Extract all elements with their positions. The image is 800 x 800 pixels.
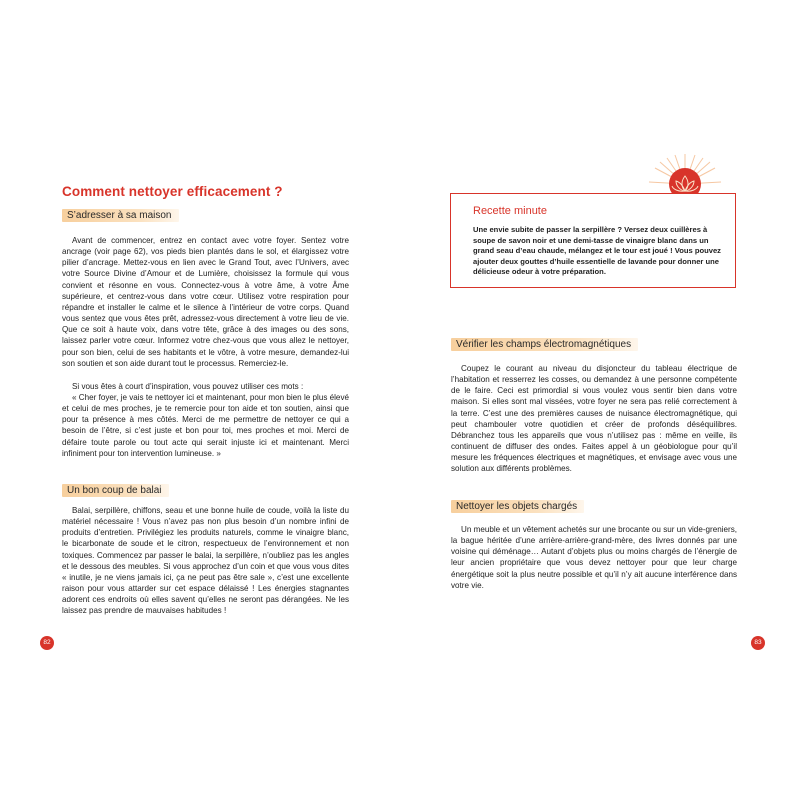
page-number-right: 83	[751, 636, 765, 650]
recipe-title: Recette minute	[473, 205, 547, 217]
section-heading-objets: Nettoyer les objets chargés	[451, 500, 584, 513]
page-title: Comment nettoyer efficacement ?	[62, 184, 283, 199]
section-heading-champs: Vérifier les champs électromagnétiques	[451, 338, 638, 351]
paragraph-inspiration: Si vous êtes à court d’inspiration, vous pouvez utiliser ces mots :	[72, 382, 304, 391]
right-page	[400, 0, 800, 800]
paragraph-balai: Balai, serpillère, chiffons, seau et une bonne huile de coude, voilà la liste du matériel nécessaire ! Vous n’avez pas non plus besoin d’un nombre infini de produits d’entretien. Privilégiez les produits naturels, comme le vinaigre blanc, le bicarbonate de soude et le citron, respectueux de l’environnement et non toxiques. Commencez par passer le balai, la serpillère, n’oubliez pas les angles et le dessous des meubles. Si vous approchez d’un coin et que vous vous dites « inutile, je ne viens jamais ici, ça ne peut pas être sale », c’est une excellente raison pour vous attarder sur cet espace délaissé ! Les énergies stagnantes adorent ces endroits où elles savent qu’elles ne seront pas dérangées. Ne les laissez pas prendre de mauvaises habitudes !	[62, 506, 349, 616]
page-number-left: 82	[40, 636, 54, 650]
paragraph-champs: Coupez le courant au niveau du disjoncteur du tableau électrique de l’habitation et resserrez les cosses, ou demandez à une personne compétente de le faire. Ceci est primordial si vous voulez vous sentir bien dans votre maison. Si elles sont mal vissées, votre foyer ne sera pas relié correctement à la terre. C’est une des premières causes de nuisance électromagnétique, qui peut chambouler votre quotidien et créer de profonds déséquilibres. Débranchez tous les appareils que vous n’utilisez pas : même en veille, ils continuent de diffuser des ondes. Faites appel à un géobiologue pour qu’il mesure les fréquences électriques et magnétiques, et envisage avec vous une solution aux différents problèmes.	[451, 364, 737, 474]
recipe-text: Une envie subite de passer la serpillère ? Versez deux cuillères à soupe de savon noir et une demi-tasse de vinaigre blanc dans un grand seau d’eau chaude, mélangez et le tour est joué ! Vous pouvez ajouter deux gouttes d’huile essentielle de lavande pour donner une délicieuse odeur à votre préparation.	[473, 225, 721, 277]
section-heading-balai: Un bon coup de balai	[62, 484, 169, 497]
paragraph-intro: Avant de commencer, entrez en contact avec votre foyer. Sentez votre ancrage (voir page 62), vos pieds bien plantés dans le sol, et élargissez votre pilier d’ancrage. Mettez-vous en lien avec le Grand Tout, avec l’Univers, avec votre Source Divine d’Amour et de Lumière, choisissez la formule qui vous convient et résonne en vous. Connectez-vous à votre âme, à votre Âme supérieure, et centrez-vous dans votre cœur. Utilisez votre respiration pour répandre et installer le calme et le silence à l’intérieur de votre corps. Quand vous sentez que vous êtes prêt, adressez-vous directement à votre lieu de vie. Que ce soit à haute voix, dans votre tête, grâce à des images ou des sons, laissez parler votre cœur. Informez votre chez-vous que vous allez le nettoyer, pour son bien, celui de ses habitants et le vôtre, à votre mesure, demandez-lui son soutien et son aide durant tout le processus. Remerciez-le.	[62, 236, 349, 368]
paragraph-objets: Un meuble et un vêtement achetés sur une brocante ou sur un vide-greniers, la bague héritée d’une arrière-arrière-grand-mère, des livres donnés par une voisine qui déménage… Autant d’objets plus ou moins chargés de l’énergie de leur ancien propriétaire que vous devez nettoyer pour que leur charge énergétique soit la plus neutre possible et qu’il n’y ait aucune interférence dans votre vie.	[451, 525, 737, 590]
section-heading-maison: S’adresser à sa maison	[62, 209, 179, 222]
recipe-box	[450, 193, 736, 288]
paragraph-quote: « Cher foyer, je vais te nettoyer ici et maintenant, pour mon bien le plus élevé et celui de mes proches, je te remercie pour ton aide et ton soutien, ainsi que pour ta présence à mes côtés. Merci de me permettre de nettoyer ce qui a besoin de l’être, si c’est juste et bon pour toi, mes proches et moi. Merci de défaire toute parole ou tout acte qui serait injuste ici et maintenant. Merci infiniment pour ton intervention lumineuse. »	[62, 393, 349, 458]
